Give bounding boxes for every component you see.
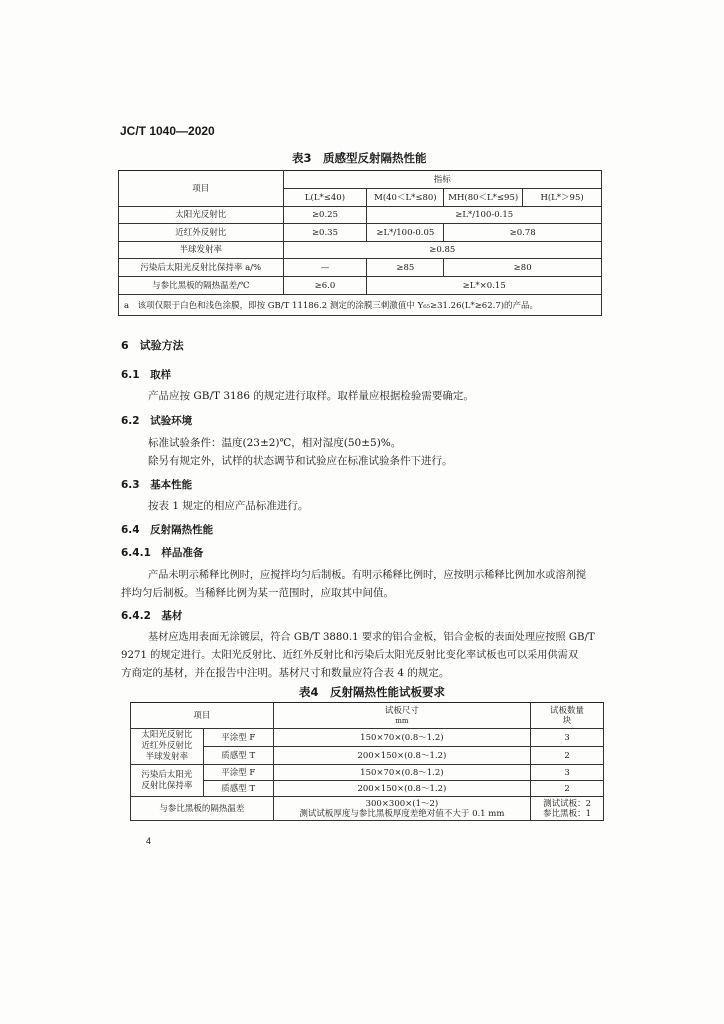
table3-cell: ≥6.0	[283, 277, 367, 295]
section-6-title: 6 试验方法	[121, 339, 184, 352]
table3-cell: ≥L*×0.15	[367, 277, 602, 295]
table3-cell: ≥0.35	[283, 224, 367, 242]
table3-row-item: 半球发射率	[119, 242, 284, 259]
table4-last-item: 与参比黑板的隔热温差	[131, 797, 274, 821]
table4-last-size-line-1: 300×300×(1～2)	[365, 798, 439, 809]
table4-last-size-line-2: 测试试板厚度与参比黑板厚度差绝对值不大于 0.1 mm	[299, 808, 505, 819]
section-6-1-title: 6.1 取样	[121, 369, 172, 381]
page-number: 4	[146, 836, 152, 846]
table4-type-t: 质感型 T	[203, 781, 273, 797]
table3-cell: —	[283, 259, 367, 277]
table4-header-project: 项目	[131, 703, 274, 729]
table3-level-m: M(40＜L*≤80)	[367, 189, 444, 207]
table3-cell: ≥L*/100-0.05	[367, 224, 444, 242]
table4-last-qty-line-2: 参比黑板：1	[543, 808, 592, 819]
table3-row-item: 近红外反射比	[119, 224, 284, 242]
section-6-3-text: 按表 1 规定的相应产品标准进行。	[148, 500, 309, 512]
table4-size: 200×150×(0.8～1.2)	[273, 747, 530, 765]
table4-last-size	[273, 797, 530, 821]
table4-type-f: 平涂型 F	[203, 765, 273, 781]
section-6-2-text-1: 标准试验条件：温度(23±2)℃，相对湿度(50±5)%。	[148, 437, 402, 449]
table4-header-qty-label: 试板数量	[550, 705, 585, 716]
table3-header-index: 指标	[283, 171, 601, 189]
table3-cell: ≥80	[444, 259, 602, 277]
table3-row-item: 与参比黑板的隔热温差/℃	[119, 277, 284, 295]
table3-level-h: H(L*＞95)	[523, 189, 602, 207]
table3-cell: ≥85	[367, 259, 444, 277]
section-6-4-2-line-1: 基材应选用表面无涂镀层，符合 GB/T 3880.1 要求的铝合金板，铝合金板的表面处理应按照 GB/T	[148, 632, 595, 643]
table4-header-size-label: 试板尺寸	[384, 705, 419, 716]
table4-header-qty-unit: 块	[562, 715, 572, 726]
section-6-1-text: 产品应按 GB/T 3186 的规定进行取样。取样量应根据检验需要确定。	[148, 390, 474, 402]
table3-level-mh: MH(80＜L*≤95)	[444, 189, 523, 207]
table4-size: 200×150×(0.8～1.2)	[273, 781, 530, 797]
table4-qty: 3	[531, 765, 604, 781]
table4-type-t: 质感型 T	[203, 747, 273, 765]
table3-header-project: 项目	[119, 171, 284, 207]
section-6-2-text-2: 除另有规定外，试样的状态调节和试验应在标准试验条件下进行。	[148, 455, 453, 467]
table3	[118, 170, 602, 295]
table4-last-qty	[531, 797, 604, 821]
section-6-4-1-line-2: 拌均匀后制板。当稀释比例为某一范围时，应取其中间值。	[121, 587, 394, 599]
table4-qty: 2	[531, 781, 604, 797]
section-6-4-1-title: 6.4.1 样品准备	[121, 547, 204, 559]
table4-header-qty	[531, 703, 604, 729]
table4-qty: 2	[531, 747, 604, 765]
section-6-4-title: 6.4 反射隔热性能	[121, 524, 214, 536]
table4-qty: 3	[531, 729, 604, 747]
table3-cell: ≥0.25	[283, 207, 367, 224]
table4-group-1: 太阳光反射比 近红外反射比 半球发射率	[131, 729, 204, 765]
table3-row-item: 太阳光反射比	[119, 207, 284, 224]
section-6-3-title: 6.3 基本性能	[121, 479, 193, 491]
table4-size: 150×70×(0.8～1.2)	[273, 729, 530, 747]
table4-header-size	[273, 703, 530, 729]
table4-header-size-unit: mm	[395, 716, 409, 725]
table4	[130, 702, 604, 821]
table3-caption: 表3 质感型反射隔热性能	[292, 151, 427, 165]
table3-level-l: L(L*≤40)	[283, 189, 367, 207]
section-6-4-2-title: 6.4.2 基材	[121, 610, 183, 622]
table3-cell: ≥0.78	[444, 224, 602, 242]
section-6-4-2-line-3: 方商定的基材，并在报告中注明。基材尺寸和数量应符合表 4 的规定。	[121, 667, 450, 679]
table4-type-f: 平涂型 F	[203, 729, 273, 747]
section-6-4-2-line-2: 9271 的规定进行。太阳光反射比、近红外反射比和污染后太阳光反射比变化率试板也可以采用供需双	[121, 650, 579, 661]
table4-group-2: 污染后太阳光 反射比保持率	[131, 765, 204, 797]
table4-size: 150×70×(0.8～1.2)	[273, 765, 530, 781]
table3-cell: ≥0.85	[283, 242, 601, 259]
section-6-2-title: 6.2 试验环境	[121, 415, 193, 427]
table3-footnote: a 该项仅限于白色和浅色涂膜，即按 GB/T 11186.2 测定的涂膜三刺激值中 Y₆₅≥31.26(L*≥62.7)的产品。	[124, 301, 539, 311]
table4-caption: 表4 反射隔热性能试板要求	[299, 685, 446, 699]
standard-code: JC/T 1040—2020	[120, 124, 215, 138]
table4-last-qty-line-1: 测试试板：2	[543, 798, 592, 809]
table3-cell: ≥L*/100-0.15	[367, 207, 602, 224]
table3-row-item: 污染后太阳光反射比保持率 a/%	[119, 259, 284, 277]
section-6-4-1-line-1: 产品未明示稀释比例时，应搅拌均匀后制板。有明示稀释比例时，应按明示稀释比例加水或溶剂搅	[148, 570, 587, 581]
